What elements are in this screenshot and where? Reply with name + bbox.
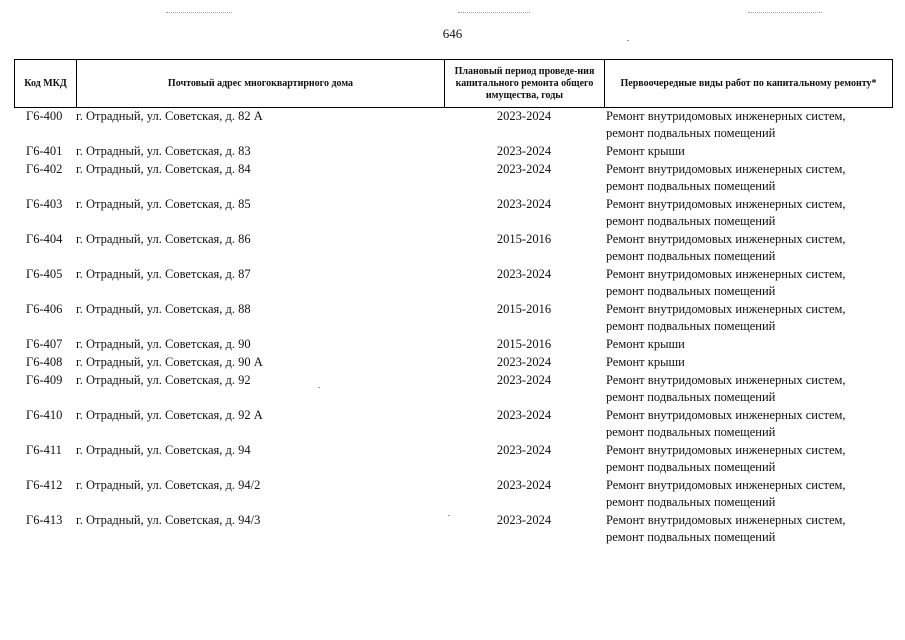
works-line: ремонт подвальных помещений [606, 249, 776, 263]
cell-address: г. Отрадный, ул. Советская, д. 84 [76, 162, 251, 176]
works-line: Ремонт внутридомовых инженерных систем, [606, 197, 846, 211]
cell-period: 2023-2024 [496, 162, 552, 176]
cell-code: Г6-410 [26, 408, 63, 422]
works-line: Ремонт крыши [606, 355, 685, 369]
cell-code: Г6-413 [26, 513, 63, 527]
header-works: Первоочередные виды работ по капитальному ремонту* [605, 60, 893, 108]
table-row [14, 143, 892, 161]
works-line: Ремонт внутридомовых инженерных систем, [606, 443, 846, 457]
cell-period: 2015-2016 [496, 337, 552, 351]
works-line: ремонт подвальных помещений [606, 179, 776, 193]
scan-artifact-right [748, 12, 822, 13]
cell-address: г. Отрадный, ул. Советская, д. 92 А [76, 408, 263, 422]
works-line: ремонт подвальных помещений [606, 495, 776, 509]
scan-speck [627, 40, 629, 41]
works-line: ремонт подвальных помещений [606, 126, 776, 140]
cell-works [606, 407, 892, 441]
works-line: Ремонт внутридомовых инженерных систем, [606, 478, 846, 492]
cell-address: г. Отрадный, ул. Советская, д. 90 [76, 337, 251, 351]
works-line: Ремонт крыши [606, 337, 685, 351]
table-header [14, 59, 893, 108]
cell-address: г. Отрадный, ул. Советская, д. 90 А [76, 355, 263, 369]
works-line: Ремонт внутридомовых инженерных систем, [606, 162, 846, 176]
table-body [14, 108, 892, 547]
table-row [14, 512, 892, 547]
cell-address: г. Отрадный, ул. Советская, д. 86 [76, 232, 251, 246]
cell-works [606, 231, 892, 265]
table-row [14, 407, 892, 442]
table-row [14, 301, 892, 336]
table-row [14, 336, 892, 354]
cell-code: Г6-408 [26, 355, 63, 369]
scan-artifact-left [166, 12, 232, 13]
cell-works [606, 477, 892, 511]
cell-period: 2015-2016 [496, 232, 552, 246]
table-row [14, 196, 892, 231]
table-row [14, 354, 892, 372]
table-row [14, 442, 892, 477]
works-line: Ремонт внутридомовых инженерных систем, [606, 267, 846, 281]
cell-period: 2023-2024 [496, 443, 552, 457]
table-row [14, 161, 892, 196]
cell-code: Г6-400 [26, 109, 63, 123]
works-line: ремонт подвальных помещений [606, 284, 776, 298]
cell-works [606, 354, 892, 371]
header-address: Почтовый адрес многоквартирного дома [77, 60, 445, 108]
cell-works [606, 442, 892, 476]
cell-address: г. Отрадный, ул. Советская, д. 94/3 [76, 513, 261, 527]
cell-works [606, 196, 892, 230]
works-line: Ремонт внутридомовых инженерных систем, [606, 302, 846, 316]
works-line: ремонт подвальных помещений [606, 530, 776, 544]
scan-speck [448, 515, 450, 516]
works-line: ремонт подвальных помещений [606, 425, 776, 439]
cell-period: 2023-2024 [496, 109, 552, 123]
cell-works [606, 301, 892, 335]
cell-works [606, 108, 892, 142]
works-line: Ремонт внутридомовых инженерных систем, [606, 373, 846, 387]
cell-period: 2023-2024 [496, 513, 552, 527]
works-line: Ремонт внутридомовых инженерных систем, [606, 408, 846, 422]
cell-period: 2023-2024 [496, 197, 552, 211]
table-row [14, 231, 892, 266]
cell-address: г. Отрадный, ул. Советская, д. 85 [76, 197, 251, 211]
scan-artifact-center [458, 12, 530, 13]
cell-code: Г6-411 [26, 443, 62, 457]
cell-period: 2023-2024 [496, 144, 552, 158]
cell-works [606, 512, 892, 546]
cell-period: 2023-2024 [496, 408, 552, 422]
cell-address: г. Отрадный, ул. Советская, д. 88 [76, 302, 251, 316]
cell-code: Г6-401 [26, 144, 63, 158]
page-number: 646 [442, 26, 463, 41]
cell-works [606, 266, 892, 300]
cell-code: Г6-402 [26, 162, 63, 176]
cell-address: г. Отрадный, ул. Советская, д. 83 [76, 144, 251, 158]
cell-code: Г6-404 [26, 232, 63, 246]
cell-period: 2023-2024 [496, 355, 552, 369]
cell-address: г. Отрадный, ул. Советская, д. 92 [76, 373, 251, 387]
works-line: Ремонт крыши [606, 144, 685, 158]
cell-code: Г6-403 [26, 197, 63, 211]
cell-period: 2015-2016 [496, 302, 552, 316]
cell-period: 2023-2024 [496, 267, 552, 281]
cell-period: 2023-2024 [496, 478, 552, 492]
works-line: ремонт подвальных помещений [606, 390, 776, 404]
scan-speck [318, 387, 320, 388]
works-line: Ремонт внутридомовых инженерных систем, [606, 232, 846, 246]
cell-code: Г6-406 [26, 302, 63, 316]
works-line: ремонт подвальных помещений [606, 460, 776, 474]
table-row [14, 266, 892, 301]
cell-code: Г6-407 [26, 337, 63, 351]
cell-code: Г6-405 [26, 267, 63, 281]
cell-period: 2023-2024 [496, 373, 552, 387]
cell-address: г. Отрадный, ул. Советская, д. 94/2 [76, 478, 261, 492]
table-row [14, 477, 892, 512]
cell-address: г. Отрадный, ул. Советская, д. 94 [76, 443, 251, 457]
cell-address: г. Отрадный, ул. Советская, д. 82 А [76, 109, 263, 123]
cell-works [606, 372, 892, 406]
works-line: ремонт подвальных помещений [606, 214, 776, 228]
cell-works [606, 336, 892, 353]
works-line: Ремонт внутридомовых инженерных систем, [606, 109, 846, 123]
works-line: ремонт подвальных помещений [606, 319, 776, 333]
cell-works [606, 161, 892, 195]
table-row [14, 372, 892, 407]
header-period: Плановый период проведе-ния капитального ремонта общего имущества, годы [445, 60, 605, 108]
works-line: Ремонт внутридомовых инженерных систем, [606, 513, 846, 527]
cell-address: г. Отрадный, ул. Советская, д. 87 [76, 267, 251, 281]
cell-works [606, 143, 892, 160]
cell-code: Г6-409 [26, 373, 63, 387]
table-row [14, 108, 892, 143]
header-code: Код МКД [15, 60, 77, 108]
cell-code: Г6-412 [26, 478, 63, 492]
